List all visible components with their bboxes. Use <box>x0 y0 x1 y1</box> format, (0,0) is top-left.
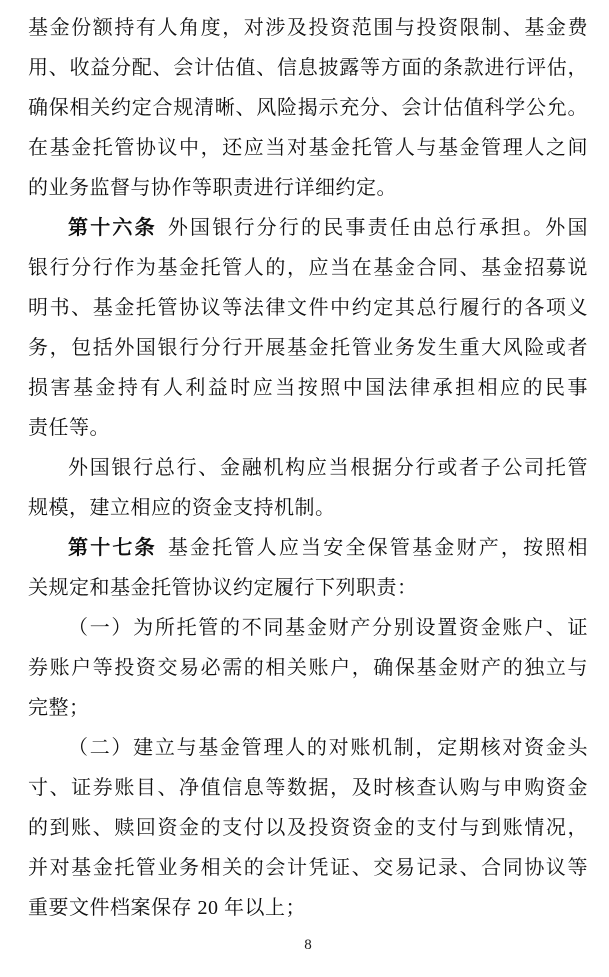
line-text: 基金托管人应当安全保管基金财产，按照相 <box>167 537 589 559</box>
text-line: 寸、证券账目、净值信息等数据，及时核查认购与申购资金 <box>28 777 588 799</box>
text-line <box>28 208 588 248</box>
text-line: 外国银行总行、金融机构应当根据分行或者子公司托管 <box>68 457 588 479</box>
text-line: 规模，建立相应的资金支持机制。 <box>28 497 336 519</box>
text-line: （一）为所托管的不同基金财产分别设置资金账户、证 <box>68 617 588 639</box>
text-line: 的到账、赎回资金的支付以及投资资金的支付与到账情况， <box>28 817 588 839</box>
article-number: 第十六条 <box>68 217 157 239</box>
text-line: 重要文件档案保存 20 年以上； <box>28 897 306 919</box>
text-line <box>28 528 588 568</box>
text-line: 银行分行作为基金托管人的，应当在基金合同、基金招募说 <box>28 257 588 279</box>
text-line: 用、收益分配、会计估值、信息披露等方面的条款进行评估， <box>28 57 588 79</box>
article-number: 第十七条 <box>68 537 157 559</box>
paragraph-article-17 <box>28 528 588 608</box>
text-line: 并对基金托管业务相关的会计凭证、交易记录、合同协议等 <box>28 857 588 879</box>
text-line: （二）建立与基金管理人的对账机制，定期核对资金头 <box>68 737 588 759</box>
text-line: 确保相关约定合规清晰、风险揭示充分、会计估值科学公允。 <box>28 97 588 119</box>
text-line: 的业务监督与协作等职责进行详细约定。 <box>28 177 397 199</box>
text-line: 务，包括外国银行分行开展基金托管业务发生重大风险或者 <box>28 337 588 359</box>
text-line: 基金份额持有人角度，对涉及投资范围与投资限制、基金费 <box>28 17 588 39</box>
text-line: 明书、基金托管协议等法律文件中约定其总行履行的各项义 <box>28 297 588 319</box>
paragraph-article-16 <box>28 208 588 448</box>
paragraph <box>28 448 588 528</box>
text-line: 责任等。 <box>28 417 110 439</box>
text-line: 关规定和基金托管协议约定履行下列职责： <box>28 577 418 599</box>
paragraph-item-1 <box>28 608 588 728</box>
text-line: 在基金托管协议中，还应当对基金托管人与基金管理人之间 <box>28 137 588 159</box>
text-line: 券账户等投资交易必需的相关账户，确保基金财产的独立与 <box>28 657 588 679</box>
line-text: 外国银行分行的民事责任由总行承担。外国 <box>167 217 589 239</box>
text-line: 完整； <box>28 697 90 719</box>
text-line: 损害基金持有人利益时应当按照中国法律承担相应的民事 <box>28 377 588 399</box>
page-number: 8 <box>304 937 312 953</box>
paragraph <box>28 8 588 208</box>
paragraph-item-2 <box>28 728 588 928</box>
